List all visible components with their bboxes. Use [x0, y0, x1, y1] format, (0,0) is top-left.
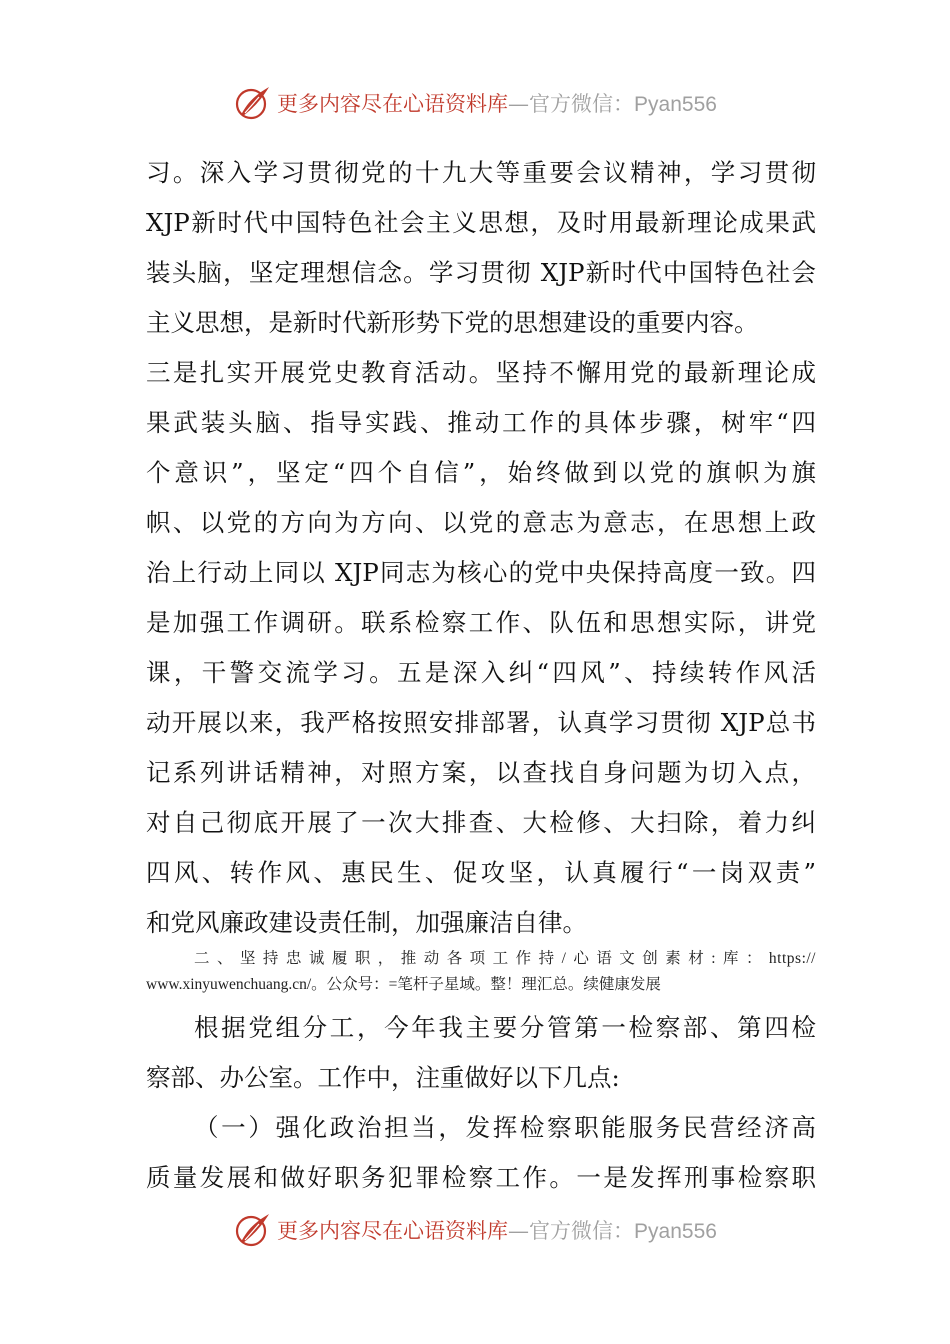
- header-banner: [0, 78, 950, 128]
- banner-label: 官方微信：: [529, 92, 635, 116]
- paragraph-line: 察部、办公室。工作中，注重做好以下几点:: [146, 1063, 620, 1092]
- feather-pen-logo-icon: [233, 1210, 273, 1250]
- banner-separator: —: [508, 92, 530, 116]
- paragraph-line: 是加强工作调研。联系检察工作、队伍和思想实际，讲党: [146, 608, 816, 637]
- paragraph-line: 动开展以来，我严格按照安排部署，认真学习贯彻 XJP总书: [146, 708, 816, 737]
- banner-brand: 更多内容尽在心语资料库: [277, 1219, 509, 1243]
- banner-text: [277, 88, 717, 118]
- paragraph-line: 个意识”，坚定“四个自信”，始终做到以党的旗帜为旗: [146, 458, 816, 487]
- paragraph-line: XJP新时代中国特色社会主义思想，及时用最新理论成果武: [146, 208, 816, 237]
- paragraph-line: （一）强化政治担当，发挥检察职能服务民营经济高: [194, 1113, 816, 1142]
- paragraph-line: 和党风廉政建设责任制，加强廉洁自律。: [146, 908, 587, 937]
- banner-separator: —: [508, 1219, 530, 1243]
- feather-pen-logo-icon: [233, 83, 273, 123]
- paragraph-line: 果武装头脑、指导实践、推动工作的具体步骤，树牢“四: [146, 408, 816, 437]
- paragraph-line: 根据党组分工，今年我主要分管第一检察部、第四检: [194, 1013, 816, 1042]
- paragraph-line: 主义思想，是新时代新形势下党的思想建设的重要内容。: [146, 308, 759, 337]
- paragraph-line: 习。深入学习贯彻党的十九大等重要会议精神，学习贯彻: [146, 158, 816, 187]
- banner-brand: 更多内容尽在心语资料库: [277, 92, 509, 116]
- paragraph-line: 三是扎实开展党史教育活动。坚持不懈用党的最新理论成: [146, 358, 816, 387]
- paragraph-line: 记系列讲话精神，对照方案，以查找自身问题为切入点，: [146, 758, 816, 787]
- paragraph-line: 质量发展和做好职务犯罪检察工作。一是发挥刑事检察职: [146, 1163, 816, 1192]
- document-body: [146, 148, 816, 1203]
- paragraph-line: 对自己彻底开展了一次大排查、大检修、大扫除，着力纠: [146, 808, 816, 837]
- banner-wechat-id: Pyan556: [634, 93, 717, 116]
- banner-wechat-id: Pyan556: [634, 1220, 717, 1243]
- banner-label: 官方微信：: [529, 1219, 635, 1243]
- paragraph-line: 帜、以党的方向为方向、以党的意志为意志，在思想上政: [146, 508, 816, 537]
- paragraph-line: 装头脑，坚定理想信念。学习贯彻 XJP新时代中国特色社会: [146, 258, 816, 287]
- footer-banner: [0, 1205, 950, 1255]
- banner-text: [277, 1215, 717, 1245]
- section-heading-line: www.xinyuwenchuang.cn/。公众号：=笔杆子星域。整！理汇总。续健康发展: [146, 976, 661, 993]
- section-heading-line: 二、坚持忠诚履职，推动各项工作持/心语文创素材:库：https://: [194, 950, 816, 967]
- paragraph-line: 课，干警交流学习。五是深入纠“四风”、持续转作风活: [146, 658, 816, 687]
- paragraph-line: 治上行动上同以 XJP同志为核心的党中央保持高度一致。四: [146, 558, 816, 587]
- paragraph-line: 四风、转作风、惠民生、促攻坚，认真履行“一岗双责”: [146, 858, 816, 887]
